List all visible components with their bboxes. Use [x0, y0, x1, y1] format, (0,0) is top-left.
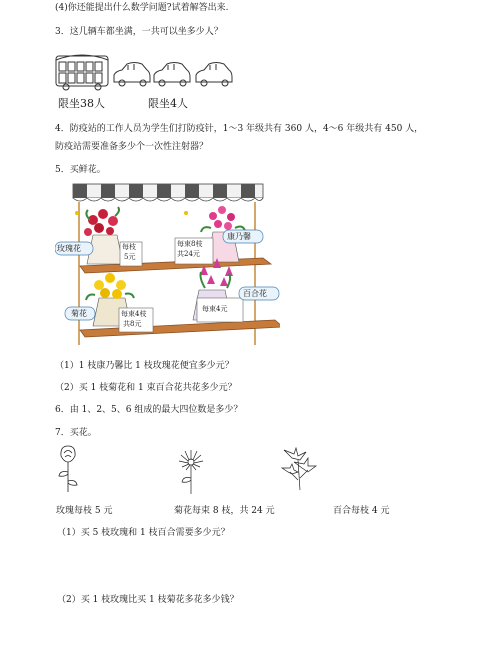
question-6: 6．由 1、2、5、6 组成的最大四位数是多少？	[55, 405, 243, 415]
car-caption: 限坐4人	[148, 97, 188, 110]
rose-drawing-icon	[56, 444, 80, 494]
question-7-sub-2: （2）买 1 枝玫瑰比买 1 枝菊花多花多少钱？	[57, 595, 239, 605]
question-4-tail: (4)你还能提出什么数学问题?试着解答出来.	[55, 3, 229, 13]
question-5: 5．买鲜花。	[55, 165, 106, 175]
lily-drawing-icon	[280, 446, 320, 492]
rose-price-line-1: 每枝	[122, 243, 136, 251]
chrysanthemum-drawing-icon	[176, 446, 206, 496]
rose-price-text: 玫瑰每枝 5 元	[56, 506, 113, 516]
question-4-line-2: 防疫站需要准备多少个一次性注射器？	[55, 142, 209, 152]
chrysanthemum-price-line-1: 每束4枝	[121, 310, 147, 318]
flower-stall-illustration	[55, 180, 280, 355]
bunch-price-line-2: 共24元	[177, 250, 200, 258]
question-3: 3．这几辆车都坐满，一共可以坐多少人？	[55, 27, 223, 37]
lily-price-text: 百合每枝 4 元	[333, 506, 390, 516]
question-5-sub-2: （2）买 1 枝菊花和 1 束百合花共花多少元？	[55, 383, 237, 393]
car-icon	[114, 63, 150, 87]
question-4-line-1: 4．防疫站的工作人员为学生们打防疫针，1～3 年级共有 360 人，4～6 年级共有 450 人，	[55, 124, 424, 134]
question-7-sub-1: （1）买 5 枝玫瑰和 1 枝百合需要多少元？	[57, 528, 230, 538]
bus-icon	[56, 55, 108, 90]
question-7: 7．买花。	[55, 428, 97, 438]
question-5-sub-1: （1）1 枝康乃馨比 1 枝玫瑰花便宜多少元？	[55, 361, 234, 371]
car-icon	[196, 63, 232, 87]
car-icon	[154, 63, 190, 87]
chrysanthemum-name-tag: 菊花	[71, 309, 87, 318]
bus-caption: 限坐38人	[58, 97, 105, 110]
carnation-name-tag: 康乃馨	[227, 232, 251, 241]
rose-bouquet-icon	[84, 207, 123, 264]
rose-name-tag: 玫瑰花	[57, 244, 81, 253]
rose-price-line-2: 5元	[124, 253, 136, 261]
chrysanthemum-price-text: 菊花每束 8 枝，共 24 元	[174, 506, 275, 516]
lily-name-tag: 百合花	[243, 289, 267, 298]
chrysanthemum-price-line-2: 共8元	[123, 320, 142, 328]
lily-price-tag: 每束4元	[202, 305, 228, 313]
bunch-price-line-1: 每束8枝	[177, 240, 203, 248]
vehicles-illustration	[52, 48, 242, 96]
